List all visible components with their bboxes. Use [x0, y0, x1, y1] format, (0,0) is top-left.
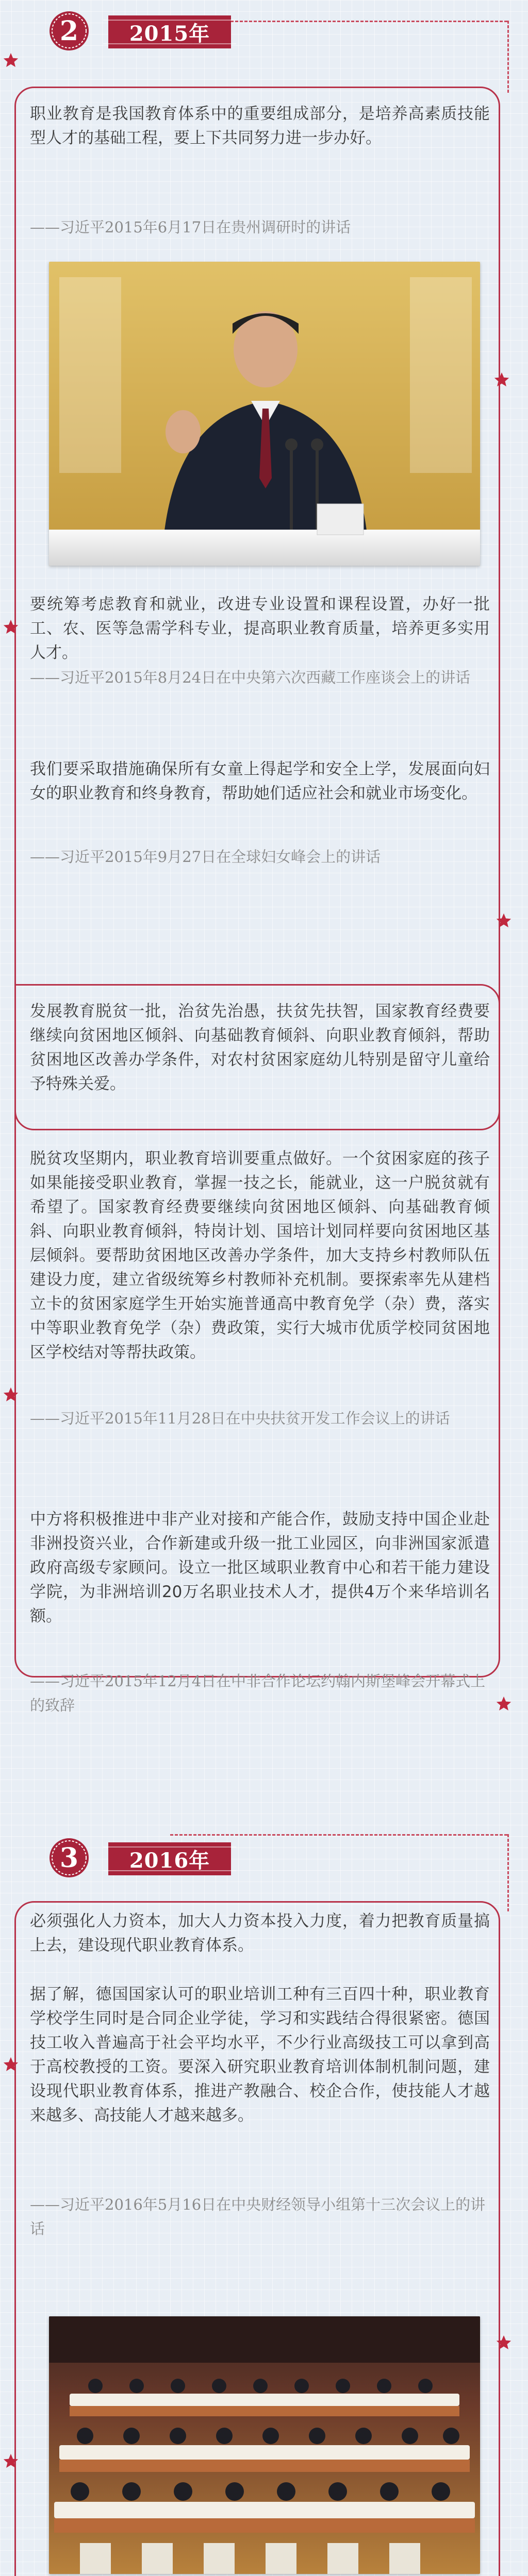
dashed-line	[170, 1834, 507, 1836]
number-badge-icon	[47, 9, 91, 53]
quote-paragraph: 必须强化人力资本，加大人力资本投入力度，着力把教育质量搞上去，建设现代职业教育体系。	[30, 1912, 490, 1955]
year-label: 2015年	[129, 21, 210, 46]
section-number: 2	[59, 15, 79, 47]
quote-source: ——习近平2015年9月27日在全球妇女峰会上的讲话	[30, 848, 381, 866]
quote-paragraph: 要统筹考虑教育和就业，改进专业设置和课程设置，办好一批工、农、医等急需学科专业，提高职业教育质量，培养更多实用人才。	[30, 595, 490, 662]
star-icon	[2, 618, 20, 636]
star-icon	[493, 371, 510, 388]
quote-source: ——习近平2015年6月17日在贵州调研时的讲话	[30, 218, 351, 236]
speech-photo	[49, 262, 480, 566]
year-title	[108, 1842, 231, 1875]
star-icon	[2, 1386, 20, 1403]
quote-paragraph: 职业教育是我国教育体系中的重要组成部分，是培养高素质技能型人才的基础工程，要上下共同努力进一步办好。	[30, 105, 490, 147]
star-icon	[2, 2452, 20, 2470]
star-icon	[495, 2334, 513, 2351]
year-title	[108, 15, 231, 48]
quote-paragraph: 据了解，德国国家认可的职业培训工种有三百四十种，职业教育学校学生同时是合同企业学徒，学习和实践结合得很紧密。德国技工收入普遍高于社会平均水平，不少行业高级技工可以拿到高于高校教授的工资。要深入研究职业教育培训体制机制问题，建设现代职业教育体系，推进产教融合、校企合作，使技能人才越来越多、高技能人才越来越多。	[30, 1985, 490, 2125]
star-icon	[495, 1695, 513, 1713]
number-badge-icon	[47, 1836, 91, 1879]
dashed-line	[507, 1834, 509, 1911]
meeting-photo	[49, 2316, 480, 2574]
quote-paragraph: 我们要采取措施确保所有女童上得起学和安全上学，发展面向妇女的职业教育和终身教育，帮助她们适应社会和就业市场变化。	[30, 760, 490, 803]
quote-paragraph: 发展教育脱贫一批，治贫先治愚，扶贫先扶智，国家教育经费要继续向贫困地区倾斜、向基础教育倾斜、向职业教育倾斜，帮助贫困地区改善办学条件，对农村贫困家庭幼儿特别是留守儿童给予特殊关爱。	[30, 1002, 490, 1093]
quote-source: ——习近平2016年5月16日在中央财经领导小组第十三次会议上的讲话	[30, 2196, 486, 2238]
section-number: 3	[59, 1842, 79, 1874]
star-icon	[2, 52, 20, 69]
star-icon	[495, 912, 513, 929]
dashed-line	[507, 21, 509, 93]
star-icon	[2, 2056, 20, 2073]
quote-paragraph: 中方将积极推进中非产业对接和产能合作，鼓励支持中国企业赴非洲投资兴业，合作新建或升级一批工业园区，向非洲国家派遣政府高级专家顾问。设立一批区域职业教育中心和若干能力建设学院，为非洲培训20万名职业技术人才，提供4万个来华培训名额。	[30, 1510, 490, 1625]
quote-source: ——习近平2015年12月4日在中非合作论坛约翰内斯堡峰会开幕式上的致辞	[30, 1672, 486, 1714]
quote-paragraph: 脱贫攻坚期内，职业教育培训要重点做好。一个贫困家庭的孩子如果能接受职业教育，掌握一技之长，能就业，这一户脱贫就有希望了。国家教育经费要继续向贫困地区倾斜、向基础教育倾斜、向职业教育倾斜，特岗计划、国培计划同样要向贫困地区基层倾斜。要帮助贫困地区改善办学条件，加大支持乡村教师队伍建设力度，建立省级统筹乡村教师补充机制。要探索率先从建档立卡的贫困家庭学生开始实施普通高中教育免学（杂）费，落实中等职业教育免学（杂）费政策，实行大城市优质学校同贫困地区学校结对等帮扶政策。	[30, 1149, 490, 1362]
year-label: 2016年	[129, 1848, 210, 1873]
quote-source: ——习近平2015年11月28日在中央扶贫开发工作会议上的讲话	[30, 1410, 450, 1427]
quote-source: ——习近平2015年8月24日在中央第六次西藏工作座谈会上的讲话	[30, 669, 471, 686]
